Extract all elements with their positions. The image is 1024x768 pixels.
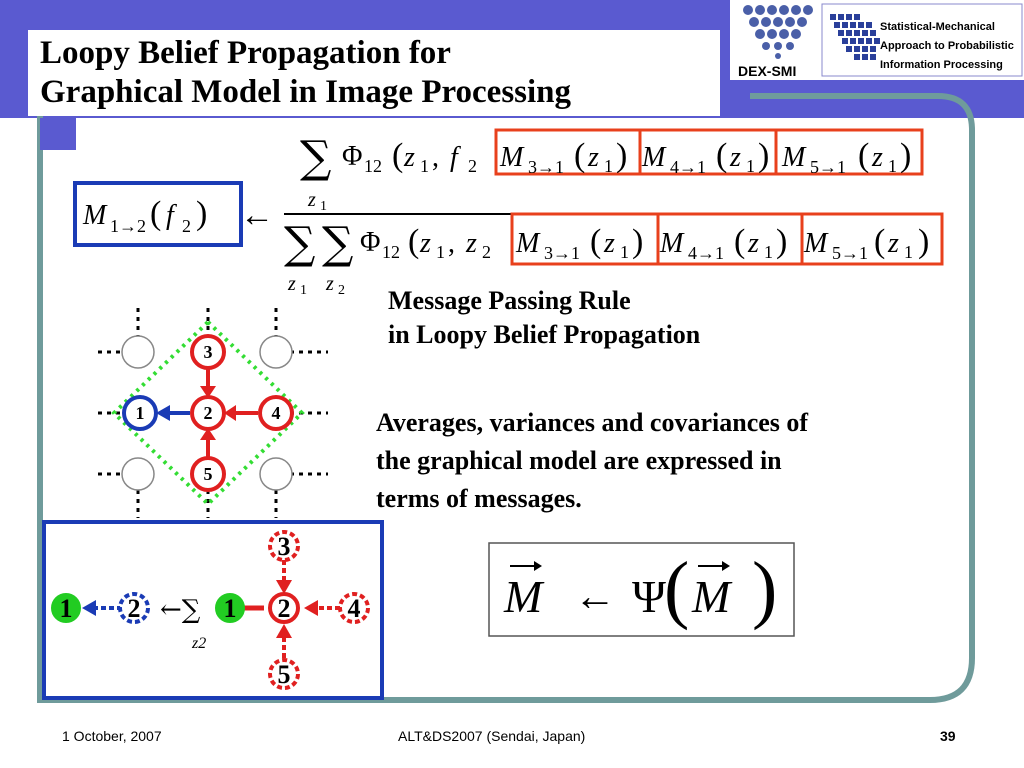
svg-text:): ) xyxy=(616,137,628,174)
num-phi: Φ xyxy=(342,141,363,172)
svg-text:(: ( xyxy=(858,137,870,174)
svg-text:←: ← xyxy=(574,574,616,620)
logo-line-1: Statistical-Mechanical xyxy=(880,21,995,33)
svg-text:2: 2 xyxy=(203,403,213,423)
svg-text:3→1: 3→1 xyxy=(544,243,580,263)
svg-text:4→1: 4→1 xyxy=(688,243,724,263)
logo-line-3: Information Processing xyxy=(880,59,1003,71)
svg-text:): ) xyxy=(776,223,788,260)
num-sum-index: z xyxy=(308,189,316,211)
lhs-paren: ( xyxy=(150,195,162,232)
svg-text:4→1: 4→1 xyxy=(670,157,706,177)
svg-text:z: z xyxy=(888,228,899,259)
svg-text:(: ( xyxy=(590,223,602,260)
svg-text:3: 3 xyxy=(203,342,213,362)
svg-text:2: 2 xyxy=(127,594,141,623)
svg-text:): ) xyxy=(758,137,770,174)
title-line-1: Loopy Belief Propagation for xyxy=(40,35,451,71)
svg-text:z: z xyxy=(288,273,296,295)
description xyxy=(376,404,808,518)
svg-text:z: z xyxy=(604,228,615,259)
assign-arrow: ← xyxy=(240,197,274,234)
svg-text:M: M xyxy=(692,571,731,622)
svg-text:1: 1 xyxy=(300,283,307,298)
loopy-grid-graph xyxy=(90,300,340,520)
svg-text:12: 12 xyxy=(364,156,382,176)
svg-text:z: z xyxy=(872,142,883,173)
svg-text:): ) xyxy=(900,137,912,174)
svg-text:): ) xyxy=(752,547,778,631)
logo-line-2: Approach to Probabilistic xyxy=(880,40,1014,52)
svg-text:,: , xyxy=(448,228,455,259)
fixed-point-equation xyxy=(488,542,796,638)
svg-text:1: 1 xyxy=(223,594,237,623)
svg-text:z: z xyxy=(466,228,477,259)
dex-smi-label: DEX-SMI xyxy=(738,63,797,79)
svg-text:2: 2 xyxy=(338,283,345,298)
svg-text:z: z xyxy=(420,228,431,259)
svg-text:2: 2 xyxy=(277,594,291,623)
svg-text:4: 4 xyxy=(271,403,281,423)
svg-text:): ) xyxy=(918,223,930,260)
svg-text:M: M xyxy=(516,228,540,259)
rule-caption xyxy=(388,284,700,352)
lhs-m: M xyxy=(83,200,107,231)
desc-line-2: the graphical model are expressed in xyxy=(376,446,782,475)
svg-text:(: ( xyxy=(392,137,404,174)
svg-text:(: ( xyxy=(574,137,586,174)
svg-text:(: ( xyxy=(734,223,746,260)
svg-text:Ψ: Ψ xyxy=(632,571,666,622)
svg-text:5→1: 5→1 xyxy=(810,157,846,177)
svg-text:5: 5 xyxy=(277,660,291,689)
rule-line-1: Message Passing Rule xyxy=(388,286,631,315)
desc-line-3: terms of messages. xyxy=(376,484,582,513)
svg-text:1: 1 xyxy=(620,242,629,262)
svg-text:1: 1 xyxy=(320,199,327,214)
svg-text:): ) xyxy=(632,223,644,260)
lhs-f: f xyxy=(166,200,174,231)
num-sum-symbol: ∑ xyxy=(300,132,332,183)
svg-text:z: z xyxy=(730,142,741,173)
svg-text:1: 1 xyxy=(764,242,773,262)
svg-text:M: M xyxy=(804,228,828,259)
svg-text:2: 2 xyxy=(482,242,491,262)
svg-text:4: 4 xyxy=(347,594,361,623)
den-sum-symbol-2: ∑ xyxy=(322,218,354,269)
svg-text:1: 1 xyxy=(604,156,613,176)
lhs-sub: 1→2 xyxy=(110,216,146,236)
lhs-f-sub: 2 xyxy=(182,216,191,236)
svg-text:3: 3 xyxy=(277,532,291,561)
rule-line-2: in Loopy Belief Propagation xyxy=(388,320,701,349)
den-sum-symbol-1: ∑ xyxy=(284,218,316,269)
svg-text:3→1: 3→1 xyxy=(528,157,564,177)
svg-text:1: 1 xyxy=(436,242,445,262)
svg-text:(: ( xyxy=(664,547,690,631)
svg-text:(: ( xyxy=(716,137,728,174)
svg-text:M: M xyxy=(660,228,684,259)
svg-text:z: z xyxy=(404,142,415,173)
inset-sum-index: z2 xyxy=(192,635,207,652)
desc-line-1: Averages, variances and covariances of xyxy=(376,408,809,437)
svg-text:1: 1 xyxy=(59,594,73,623)
svg-text:M: M xyxy=(782,142,806,173)
local-update-inset xyxy=(42,520,386,702)
svg-text:(: ( xyxy=(408,223,420,260)
svg-text:1: 1 xyxy=(135,403,145,423)
lhs-paren-close: ) xyxy=(196,195,208,232)
svg-text:1: 1 xyxy=(746,156,755,176)
svg-text:z: z xyxy=(748,228,759,259)
page-number: 39 xyxy=(940,728,956,744)
svg-text:,: , xyxy=(432,142,439,173)
footer-date: 1 October, 2007 xyxy=(62,728,162,744)
title-line-2: Graphical Model in Image Processing xyxy=(40,74,572,110)
svg-text:f: f xyxy=(450,142,458,173)
message-passing-formula xyxy=(0,0,1024,310)
svg-text:1: 1 xyxy=(888,156,897,176)
svg-text:M: M xyxy=(500,142,524,173)
svg-text:M: M xyxy=(504,571,543,622)
svg-text:z: z xyxy=(326,273,334,295)
svg-text:Φ: Φ xyxy=(360,227,381,258)
svg-text:(: ( xyxy=(874,223,886,260)
footer-conference: ALT&DS2007 (Sendai, Japan) xyxy=(398,728,586,744)
svg-text:5→1: 5→1 xyxy=(832,243,868,263)
svg-text:1: 1 xyxy=(904,242,913,262)
svg-text:12: 12 xyxy=(382,242,400,262)
svg-text:2: 2 xyxy=(468,156,477,176)
svg-text:M: M xyxy=(642,142,666,173)
inset-sum: ←∑ xyxy=(160,595,201,625)
svg-text:1: 1 xyxy=(420,156,429,176)
svg-text:z: z xyxy=(588,142,599,173)
svg-text:5: 5 xyxy=(203,464,213,484)
